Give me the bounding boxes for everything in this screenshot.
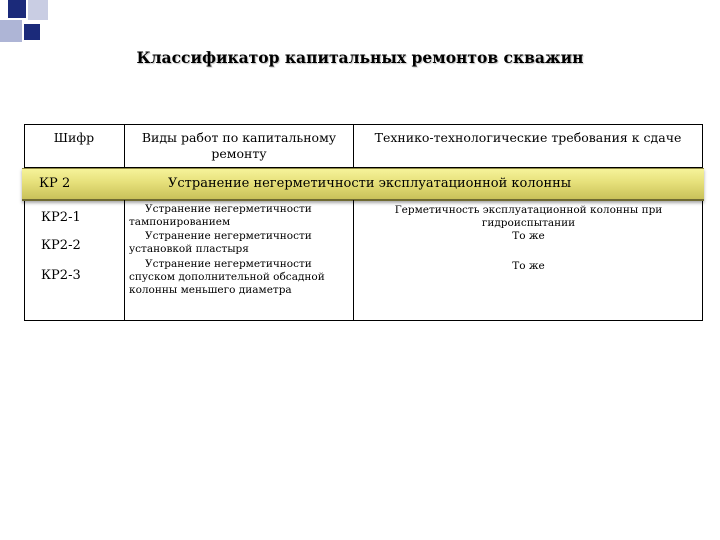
requirements-column <box>353 200 703 320</box>
row-work: Устранение негерметичности спуском дополнительной обсадной колонны меньшего диаметра <box>129 258 325 296</box>
group-name: Устранение негерметичности эксплуатационной колонны <box>168 176 572 191</box>
decor-square-dark <box>24 24 40 40</box>
codes-column <box>25 200 123 320</box>
row-work: Устранение негерметичности установкой пластыря <box>129 230 312 255</box>
header-works: Виды работ по капитальному ремонту <box>124 125 353 167</box>
row-code: КР2-1 <box>41 210 81 225</box>
page-title: Классификатор капитальных ремонтов скважин <box>136 48 584 67</box>
header-code: Шифр <box>53 130 95 145</box>
decor-square-dark <box>8 0 26 18</box>
row-code: КР2-2 <box>41 238 81 253</box>
row-code: КР2-3 <box>41 268 81 283</box>
row-requirement: То же <box>512 230 545 242</box>
group-row <box>22 168 704 201</box>
group-code: КР 2 <box>39 176 71 191</box>
table-header-row <box>25 125 702 168</box>
row-requirement: То же <box>512 260 545 272</box>
row-work: Устранение негерметичности тампонированием <box>129 203 312 228</box>
classifier-table <box>24 124 703 321</box>
works-column <box>124 200 354 320</box>
header-requirements: Технико-технологические требования к сдаче <box>353 125 702 167</box>
row-requirement: Герметичность эксплуатационной колонны при гидроиспытании <box>394 204 663 229</box>
decor-square-light <box>0 20 22 42</box>
decor-square-light <box>28 0 48 20</box>
